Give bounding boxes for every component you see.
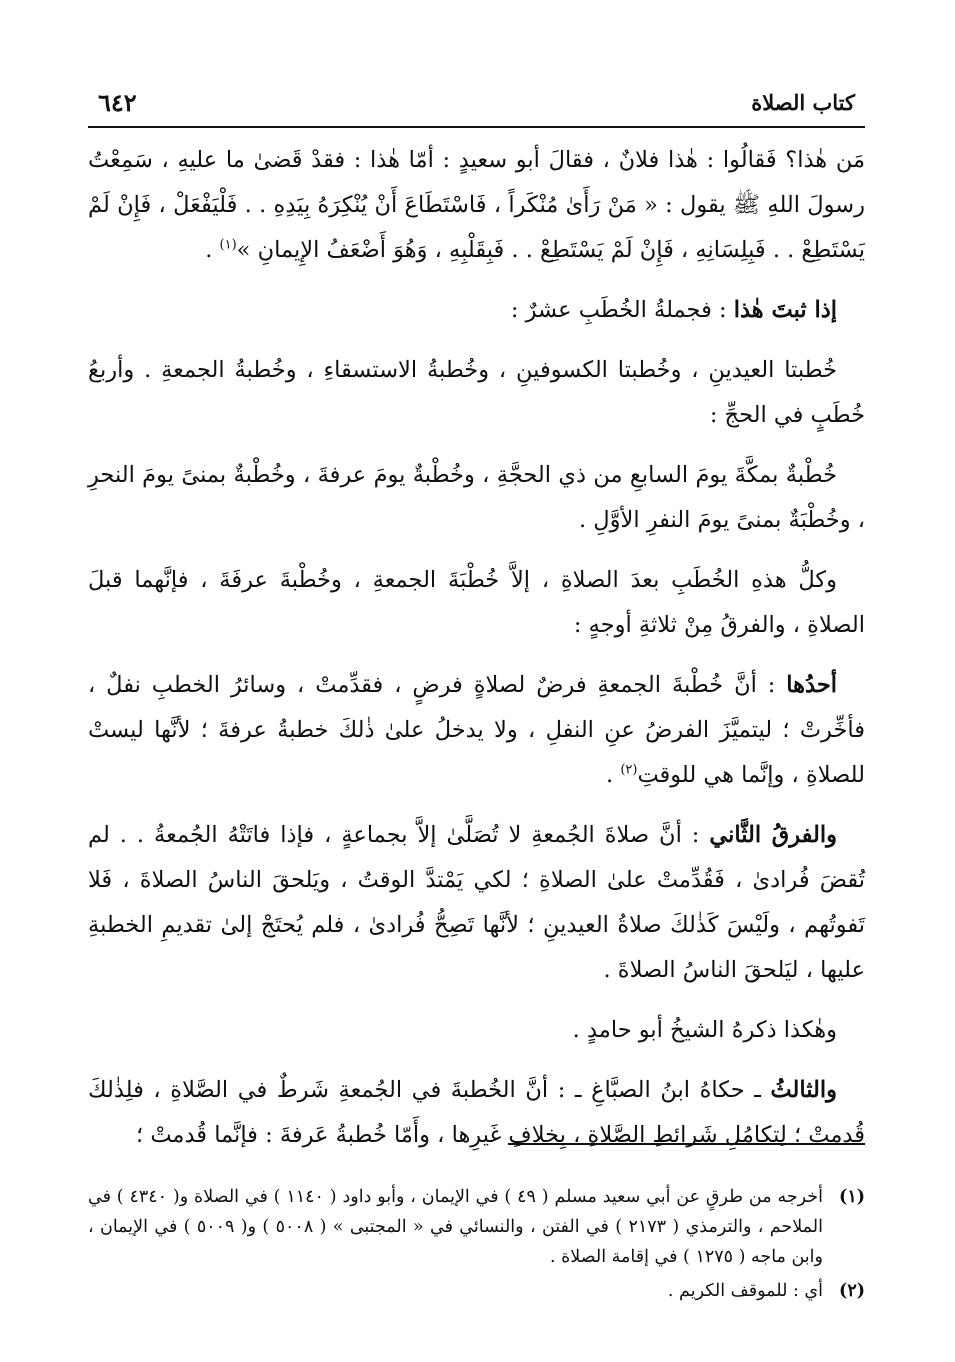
footnote-1	[88, 1182, 865, 1272]
paragraph-text: : أنَّ خُطْبةَ الجمعةِ فرضٌ لصلاةٍ فرضٍ ، فقدِّمتْ ، وسائرُ الخطبِ نفلٌ ، فأخِّرتْ ؛ ليتميَّزَ الفرضُ عنِ النفلِ ، ولا يدخلُ علىٰ ذٰلكَ خطبةُ عرفةَ ؛ لأنَّها ليستْ للصلاةِ ، وإنَّما هي للوقتِ	[88, 672, 865, 788]
hadith-end: .	[205, 237, 220, 263]
paragraph-hajj-khutab: خُطْبةٌ بمكَّةَ يومَ السابعِ من ذي الحجَّةِ ، وخُطْبةٌ يومَ عرفةَ ، وخُطْبةٌ بمنىً يومَ النحرِ ، وخُطْبَةٌ بمنىً يومَ النفرِ الأوَّلِ .	[88, 462, 865, 533]
paragraph-text: : فجملةُ الخُطَبِ عشرٌ :	[510, 297, 734, 323]
footnote-ref-1[interactable]: (١)	[219, 237, 237, 253]
footnotes	[88, 1182, 865, 1310]
footnote-text: أخرجه من طرقٍ عن أبي سعيد مسلم ( ٤٩ ) في الإيمان ، وأبو داود ( ١١٤٠ ) في الصلاة و( ٤٣٤٠ ) في الملاحم ، والترمذي ( ٢١٧٣ ) في الفتن ، والنسائي في « المجتبى » ( ٥٠٠٨ ) و( ٥٠٠٩ ) في الإيمان ، وابن ماجه ( ١٢٧٥ ) في إقامة الصلاة .	[88, 1187, 823, 1267]
footnote-separator	[508, 1143, 865, 1145]
footnote-ref-2[interactable]: (٢)	[620, 762, 638, 778]
paragraph-second-difference	[88, 813, 865, 993]
paragraph-text: ـ حكاهُ ابنُ الصبَّاغِ ـ : أنَّ الخُطبةَ في الجُمعةِ شَرطٌ في الصَّلاةِ ، فلِذٰلكَ قُدمتْ ؛ لِتكامُلِ شَرائطِ الصَّلاةِ ، بِخلافِ غَيرِها ، وأَمّا خُطبةُ عَرفةَ : فإنَّما قُدمتْ ؛	[88, 1077, 865, 1148]
page-number: ٦٤٢	[98, 88, 137, 117]
main-text	[88, 138, 865, 1173]
paragraph-hadith	[88, 138, 865, 273]
hadith-text: مَن هٰذا؟ فَقالُوا : هٰذا فلانٌ ، فقالَ أبو سعيدٍ : أمّا هٰذا : فقدْ قَضىٰ ما عليهِ ، سَمِعْتُ رسولَ اللهِ ﷺ يقول : « مَنْ رَأَىٰ مُنْكَراً ، فَاسْتَطَاعَ أَنْ يُنْكِرَهُ بِيَدِهِ . . فَلْيَفْعَلْ ، فَإِنْ لَمْ يَسْتَطِعْ . . فَبِلِسَانِهِ ، فَإِنْ لَمْ يَسْتَطِعْ . . فَبِقَلْبِهِ ، وَهُوَ أَضْعَفُ الإِيمانِ »	[88, 147, 865, 263]
paragraph-khutab-list: خُطبتا العيدينِ ، وخُطبتا الكسوفينِ ، وخُطبةُ الاستسقاءِ ، وخُطبةُ الجمعةِ . وأربعُ خُطَبٍ في الحجِّ :	[88, 357, 865, 428]
paragraph-first-difference	[88, 663, 865, 798]
lead-phrase: والثالثُ	[770, 1077, 837, 1103]
paragraph-abu-hamid: وهٰكذا ذكرهُ الشيخُ أبو حامدٍ .	[572, 1017, 837, 1043]
chapter-title: كتاب الصلاة	[751, 90, 855, 115]
lead-phrase: أحدُها	[786, 672, 837, 698]
paragraph-end: .	[606, 762, 621, 788]
lead-phrase: إذا ثبتَ هٰذا	[733, 297, 837, 323]
footnote-marker: (٢)	[839, 1281, 865, 1301]
running-header	[88, 82, 865, 128]
paragraph-text: : أنَّ صلاةَ الجُمعةِ لا تُصَلَّىٰ إلاَّ بجماعةٍ ، فإذا فاتَتْهُ الجُمعةُ . . لم تُقضَ فُرادىٰ ، فَقُدِّمتْ علىٰ الصلاةِ ؛ لكي يَمْتدَّ الوقتُ ، ويَلحقَ الناسُ الصلاةَ ، فَلا تَفوتُهم ، ولَيْسَ كَذٰلكَ صلاةُ العيدينِ ؛ لأنَّها تَصِحُّ فُرادىٰ ، فلم يُحتَجْ إلىٰ تقديمِ الخطبةِ عليها ، ليَلحقَ الناسُ الصلاةَ .	[88, 822, 865, 983]
footnote-2	[88, 1276, 865, 1306]
paragraph-khutab-count	[88, 288, 865, 333]
paragraph-order: وكلُّ هذهِ الخُطَبِ بعدَ الصلاةِ ، إلاَّ خُطْبَةَ الجمعةِ ، وخُطْبةَ عرفَةَ ، فإنَّهما قبلَ الصلاةِ ، والفرقُ مِنْ ثلاثةِ أوجهٍ :	[88, 567, 865, 638]
lead-phrase: والفرقُ الثَّاني	[709, 822, 838, 848]
footnote-marker: (١)	[839, 1187, 865, 1207]
footnote-text: أي : للموقف الكريم .	[667, 1281, 823, 1301]
